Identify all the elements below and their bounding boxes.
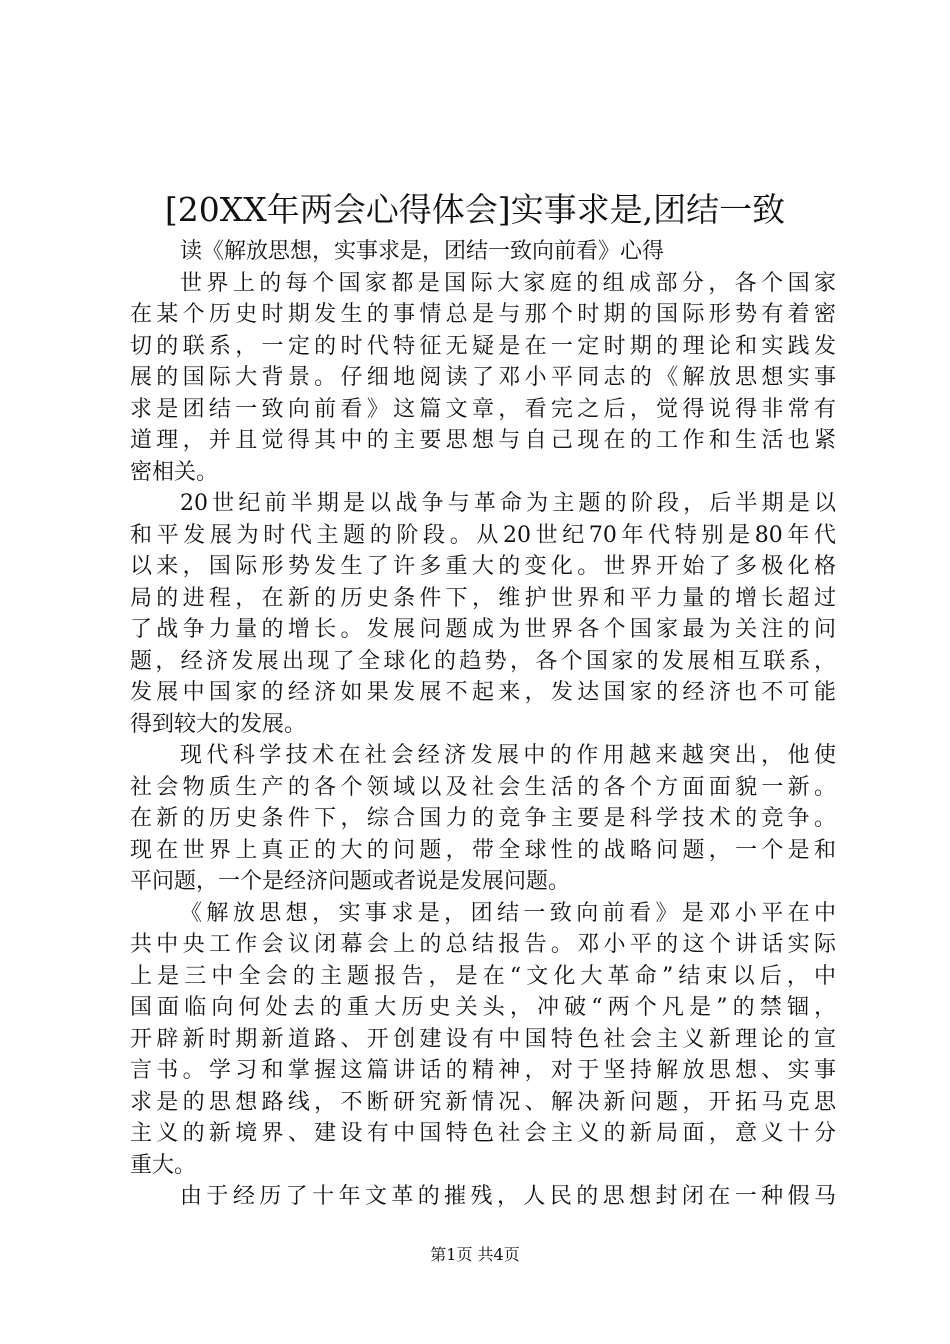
text-line: 了战争力量的增长。发展问题成为世界各个国家最为关注的问 — [130, 617, 836, 642]
page-footer: 第1页 共4页 — [430, 1245, 520, 1264]
text-line: 开辟新时期新道路、开创建设有中国特色社会主义新理论的宣 — [130, 1026, 836, 1052]
text-line: 读《解放思想，实事求是，团结一致向前看》心得 — [180, 239, 665, 264]
text-line: 平问题，一个是经济问题或者说是发展问题。 — [130, 869, 571, 894]
text-line: 在新的历史条件下，综合国力的竞争主要是科学技术的竞争。 — [130, 806, 836, 831]
text-line: 在某个历史时期发生的事情总是与那个时期的国际形势有着密 — [130, 302, 836, 327]
text-line: 主义的新境界、建设有中国特色社会主义的新局面，意义十分 — [130, 1121, 836, 1146]
text-line: 国面临向何处去的重大历史关头，冲破“两个凡是”的禁锢， — [130, 995, 836, 1020]
text-line: 得到较大的发展。 — [130, 711, 307, 737]
text-line: 社会物质生产的各个领域以及社会生活的各个方面面貌一新。 — [130, 774, 836, 800]
text-line: 题，经济发展出现了全球化的趋势，各个国家的发展相互联系， — [130, 648, 836, 674]
text-line: 发展中国家的经济如果发展不起来，发达国家的经济也不可能 — [130, 680, 836, 705]
text-line: 切的联系，一定的时代特征无疑是在一定时期的理论和实践发 — [130, 333, 836, 359]
text-line: 现代科学技术在社会经济发展中的作用越来越突出，他使 — [180, 743, 836, 768]
document-title: [20XX年两会心得体会]实事求是,团结一致 — [164, 190, 786, 229]
text-line: 展的国际大背景。仔细地阅读了邓小平同志的《解放思想实事 — [130, 365, 836, 390]
text-line: 由于经历了十年文革的摧残，人民的思想封闭在一种假马 — [180, 1184, 836, 1209]
text-line: 求是团结一致向前看》这篇文章，看完之后，觉得说得非常有 — [130, 396, 836, 422]
text-line: 密相关。 — [130, 459, 219, 485]
text-line: 共中央工作会议闭幕会上的总结报告。邓小平的这个讲话实际 — [130, 932, 836, 957]
text-line: 重大。 — [130, 1152, 197, 1178]
text-line: 求是的思想路线，不断研究新情况、解决新问题，开拓马克思 — [130, 1089, 836, 1115]
text-line: 道理，并且觉得其中的主要思想与自己现在的工作和生活也紧 — [130, 428, 836, 453]
text-line: 《解放思想，实事求是，团结一致向前看》是邓小平在中 — [180, 900, 836, 926]
text-line: 20世纪前半期是以战争与革命为主题的阶段，后半期是以 — [180, 491, 836, 516]
text-line: 和平发展为时代主题的阶段。从20世纪70年代特别是80年代 — [130, 522, 836, 548]
text-line: 局的进程，在新的历史条件下，维护世界和平力量的增长超过 — [130, 585, 836, 611]
text-line: 现在世界上真正的大的问题，带全球性的战略问题，一个是和 — [130, 837, 836, 863]
text-line: 世界上的每个国家都是国际大家庭的组成部分，各个国家 — [180, 270, 836, 296]
text-line: 上是三中全会的主题报告，是在“文化大革命”结束以后，中 — [130, 963, 836, 989]
document-body — [130, 236, 836, 1213]
text-line: 言书。学习和掌握这篇讲话的精神，对于坚持解放思想、实事 — [130, 1058, 836, 1083]
text-line: 以来，国际形势发生了许多重大的变化。世界开始了多极化格 — [130, 554, 836, 579]
